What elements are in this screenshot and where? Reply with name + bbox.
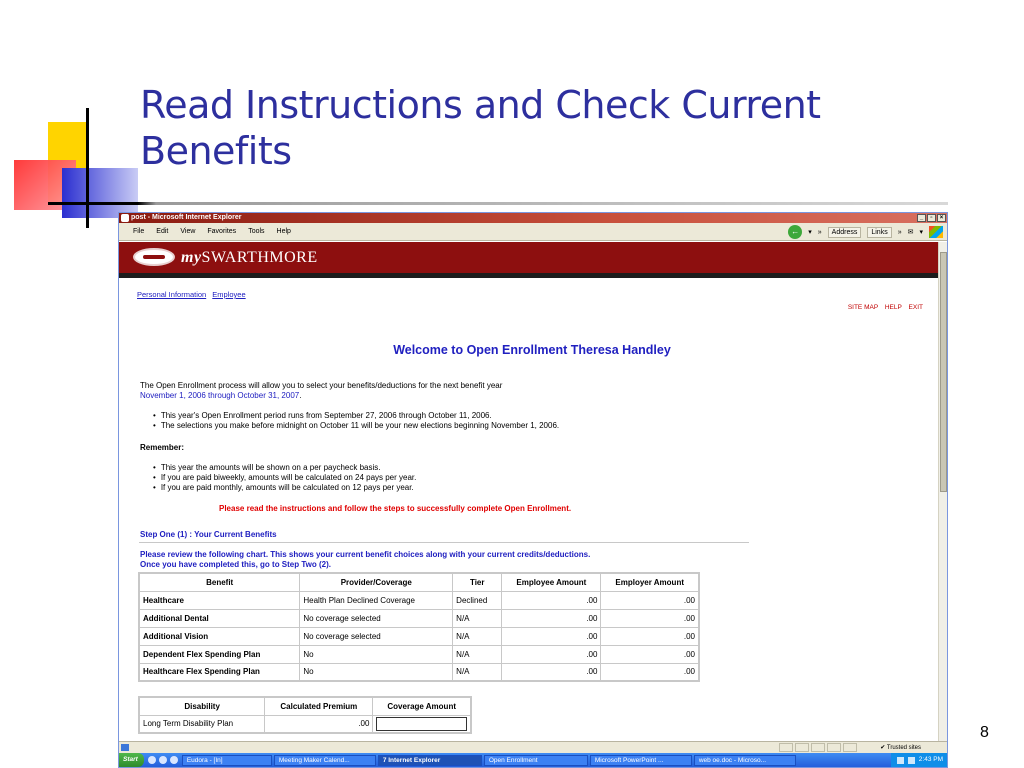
status-pane — [795, 743, 809, 752]
menu-tools[interactable]: Tools — [248, 228, 265, 235]
step-one-heading: Step One (1) : Your Current Benefits — [140, 530, 277, 539]
decor-blue-square — [62, 168, 138, 218]
brand-my: my — [181, 249, 202, 266]
site-brand[interactable] — [181, 249, 318, 267]
table-row — [139, 627, 699, 645]
taskbar-item-powerpoint[interactable]: Microsoft PowerPoint ... — [590, 755, 692, 766]
cell-provider: No coverage selected — [300, 627, 453, 645]
enrollment-bullets — [153, 411, 559, 431]
minimize-icon[interactable]: _ — [917, 214, 926, 222]
current-benefits-table — [138, 572, 700, 682]
taskbar-item-meeting-maker[interactable]: Meeting Maker Calend... — [274, 755, 376, 766]
col-tier: Tier — [453, 573, 502, 591]
decor-vertical-line — [86, 108, 89, 228]
cell-employee-amount: .00 — [502, 627, 601, 645]
quick-launch-icon[interactable] — [148, 756, 156, 764]
maximize-icon[interactable]: ▫ — [927, 214, 936, 222]
cell-benefit: Additional Dental — [139, 609, 300, 627]
menu-favorites[interactable]: Favorites — [207, 228, 237, 235]
back-arrow-icon[interactable]: ← — [788, 225, 802, 239]
intro-text — [140, 381, 502, 401]
start-button[interactable]: Start — [119, 753, 144, 767]
cell-calculated-premium: .00 — [265, 715, 373, 733]
cell-benefit: Healthcare Flex Spending Plan — [139, 663, 300, 681]
list-item: • If you are paid monthly, amounts will be calculated on 12 pays per year. — [153, 483, 416, 493]
brand-name: SWARTHMORE — [201, 249, 318, 266]
intro-dates: November 1, 2006 through October 31, 2007 — [140, 391, 300, 400]
cell-employee-amount: .00 — [502, 645, 601, 663]
address-button[interactable]: Address — [828, 227, 862, 238]
title-divider-line — [48, 202, 948, 205]
instructions-warning: Please read the instructions and follow the steps to successfully complete Open Enrollment. — [219, 504, 572, 513]
col-benefit: Benefit — [139, 573, 300, 591]
menu-view[interactable]: View — [180, 228, 196, 235]
section-divider — [139, 542, 749, 543]
status-pane — [827, 743, 841, 752]
table-row — [139, 591, 699, 609]
list-item: • The selections you make before midnight on October 11 will be your new elections beginning November 1, 2006. — [153, 421, 559, 431]
cell-benefit: Dependent Flex Spending Plan — [139, 645, 300, 663]
status-bar — [119, 741, 948, 753]
tray-icon[interactable] — [897, 757, 904, 764]
cell-employer-amount: .00 — [601, 609, 699, 627]
window-controls — [917, 214, 946, 222]
taskbar-item-internet-explorer[interactable]: 7 Internet Explorer — [378, 755, 482, 766]
site-banner — [119, 242, 939, 278]
list-item: • If you are paid biweekly, amounts will be calculated on 24 pays per year. — [153, 473, 416, 483]
quick-launch-icon[interactable] — [170, 756, 178, 764]
disability-table — [138, 696, 472, 734]
table-row — [139, 609, 699, 627]
cell-employer-amount: .00 — [601, 627, 699, 645]
browser-window — [118, 212, 948, 768]
table-row — [139, 663, 699, 681]
browser-titlebar — [119, 213, 947, 223]
cell-employer-amount: .00 — [601, 645, 699, 663]
welcome-heading: Welcome to Open Enrollment Theresa Handley — [393, 343, 671, 357]
slide-page-number: 8 — [980, 724, 989, 741]
status-pane — [779, 743, 793, 752]
close-icon[interactable]: × — [937, 214, 946, 222]
cell-employee-amount: .00 — [502, 591, 601, 609]
ie-icon — [121, 214, 129, 222]
taskbar-item-word-doc[interactable]: web oe.doc - Microso... — [694, 755, 796, 766]
col-coverage-amount: Coverage Amount — [373, 697, 471, 715]
taskbar-item-eudora[interactable]: Eudora - [In] — [182, 755, 272, 766]
status-pane — [811, 743, 825, 752]
menu-file[interactable]: File — [133, 228, 145, 235]
list-item: • This year's Open Enrollment period runs from September 27, 2006 through October 11, 2006. — [153, 411, 559, 421]
cell-tier: N/A — [453, 609, 502, 627]
review-line-2: Once you have completed this, go to Step Two (2). — [140, 560, 331, 569]
college-seal-logo — [133, 248, 175, 266]
cell-employee-amount: .00 — [502, 663, 601, 681]
menu-edit[interactable]: Edit — [156, 228, 169, 235]
cell-provider: No — [300, 645, 453, 663]
links-chevron[interactable]: » — [897, 228, 902, 236]
cell-tier: N/A — [453, 663, 502, 681]
browser-title: post - Microsoft Internet Explorer — [131, 214, 242, 221]
back-dropdown-icon[interactable]: ▾ — [808, 229, 812, 236]
status-panes — [779, 743, 857, 752]
quick-launch — [148, 756, 178, 764]
col-calculated-premium: Calculated Premium — [265, 697, 373, 715]
trusted-sites-label: Trusted sites — [886, 745, 921, 751]
exit-link[interactable]: EXIT — [908, 304, 923, 311]
remember-bullets — [153, 463, 416, 493]
cell-employer-amount: .00 — [601, 663, 699, 681]
cell-disability: Long Term Disability Plan — [139, 715, 265, 733]
trusted-sites-zone: ✔ Trusted sites — [880, 745, 921, 751]
cell-tier: N/A — [453, 627, 502, 645]
cell-provider: Health Plan Declined Coverage — [300, 591, 453, 609]
cell-benefit: Additional Vision — [139, 627, 300, 645]
cell-provider: No coverage selected — [300, 609, 453, 627]
cell-tier: N/A — [453, 645, 502, 663]
scrollbar-thumb[interactable] — [940, 252, 947, 492]
page-content — [119, 242, 939, 742]
links-button[interactable]: Links — [867, 227, 891, 238]
col-disability: Disability — [139, 697, 265, 715]
table-header-row — [139, 573, 699, 591]
system-tray — [891, 753, 948, 767]
breadcrumb-employee[interactable]: Employee — [212, 290, 246, 299]
toolbar-chevron[interactable]: » — [817, 228, 822, 236]
slide-title: Read Instructions and Check Current Benefits — [140, 83, 821, 173]
col-employer-amount: Employer Amount — [601, 573, 699, 591]
breadcrumb-personal-information[interactable]: Personal Information — [137, 290, 207, 299]
site-map-link[interactable]: SITE MAP — [847, 304, 879, 311]
intro-period: . — [299, 391, 302, 400]
windows-logo-icon — [929, 226, 943, 238]
quick-launch-icon[interactable] — [159, 756, 167, 764]
page-status-icon — [121, 744, 129, 751]
status-pane — [843, 743, 857, 752]
intro-line: The Open Enrollment process will allow you to select your benefits/deductions for the next benefit year — [140, 381, 503, 390]
favorites-tool-icon[interactable]: ✉ — [907, 229, 914, 236]
toolbar-right — [788, 225, 943, 239]
tray-icon[interactable] — [908, 757, 915, 764]
vertical-scrollbar[interactable] — [938, 242, 947, 742]
top-links — [843, 304, 923, 311]
windows-taskbar — [119, 753, 948, 767]
menu-help[interactable]: Help — [276, 228, 291, 235]
col-provider: Provider/Coverage — [300, 573, 453, 591]
table-header-row — [139, 697, 471, 715]
table-row — [139, 715, 471, 733]
review-instructions — [140, 550, 590, 570]
cell-benefit: Healthcare — [139, 591, 300, 609]
cell-tier: Declined — [453, 591, 502, 609]
breadcrumb — [137, 290, 250, 299]
help-link[interactable]: HELP — [884, 304, 902, 311]
cell-provider: No — [300, 663, 453, 681]
list-item: • This year the amounts will be shown on a per paycheck basis. — [153, 463, 416, 473]
menubar — [119, 223, 947, 241]
table-row — [139, 645, 699, 663]
coverage-amount-input[interactable] — [376, 717, 467, 731]
clock[interactable]: 2:43 PM — [918, 756, 943, 763]
col-employee-amount: Employee Amount — [502, 573, 601, 591]
remember-label: Remember: — [140, 443, 185, 452]
cell-coverage-amount — [373, 715, 471, 733]
cell-employer-amount: .00 — [601, 591, 699, 609]
tool-dropdown-icon[interactable]: ▾ — [919, 229, 923, 236]
cell-employee-amount: .00 — [502, 609, 601, 627]
review-line-1: Please review the following chart. This shows your current benefit choices along with your current credits/deductions. — [140, 550, 591, 559]
taskbar-item-open-enrollment[interactable]: Open Enrollment — [484, 755, 588, 766]
